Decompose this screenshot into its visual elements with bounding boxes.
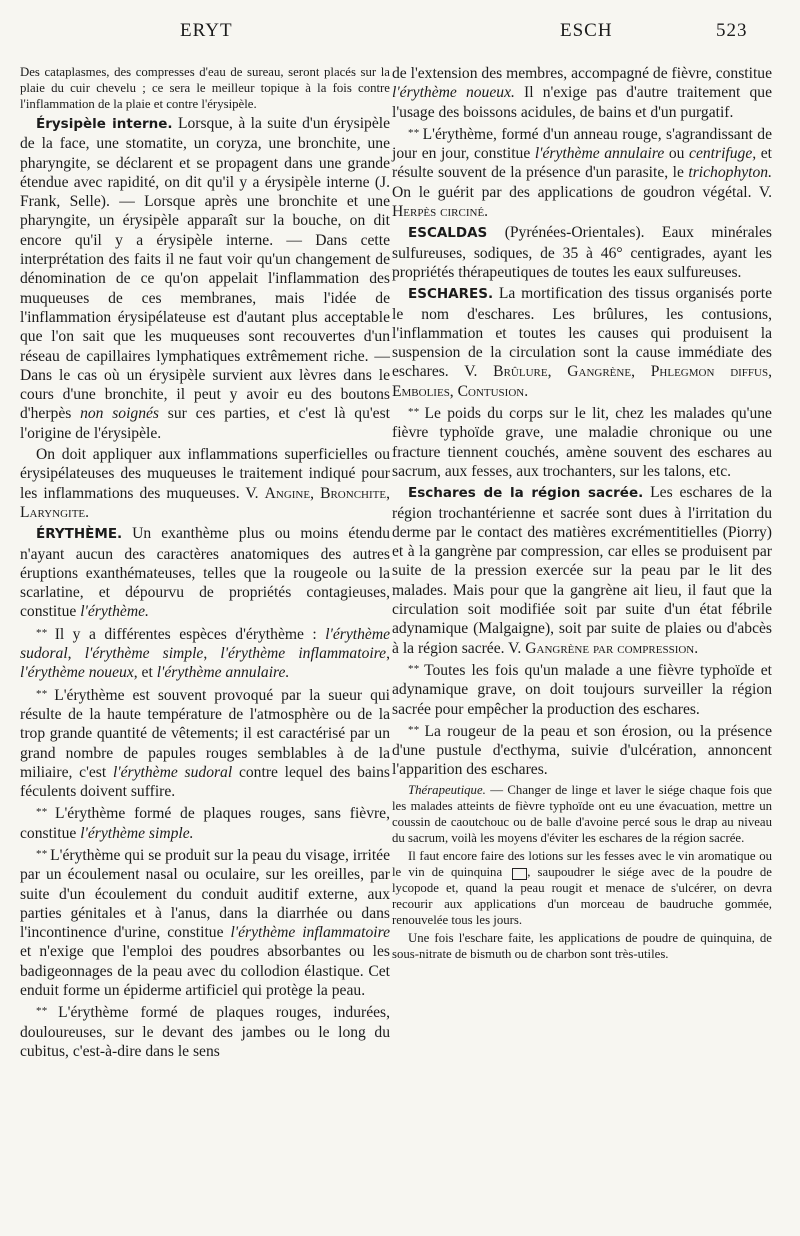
plaques-italic: l'érythème simple. xyxy=(80,824,194,842)
traitement-text: On doit appliquer aux inflammations superficielles ou érysipélateuses des muqueuses le traitement indiqué pour les inflammations des muqueuses. V. xyxy=(20,446,390,502)
asterism-icon: * * xyxy=(36,687,47,700)
poids-text: Le poids du corps sur le lit, chez les malades qu'une fièvre typhoïde grave, une maladie chronique ou une fracture tiennent couchés, amène souvent des eschares au sacrum, aux fesses, aux trochanters, sur les talons, etc. xyxy=(392,405,772,480)
anneau-italic-3: trichophyton. xyxy=(688,164,772,182)
final-paragraph: Une fois l'eschare faite, les applications de poudre de quinquina, de sous-nitrate de bismuth ou de charbon sont très-utiles. xyxy=(392,930,772,961)
toutes-text: Toutes les fois qu'un malade a une fièvre typhoïde et adynamique grave, on doit toujours surveiller la région sacrée pour empêcher la production des eschares. xyxy=(392,661,772,718)
erysipele-text: Lorsque, à la suite d'un érysipèle de la face, une stomatite, un coryza, une bronchite, une pharyngite, se déclarent et se propagent dans une grande étendue avec rapidité, on dit qu'il y a érysipèle interne (J. Frank, Selle). — Lorsque après une bronchite et une pharyngite, un érysipèle apparaît sur la bouche, on dit encore qu'il y a érysipèle interne. — Dans cette interprétation des faits il ne faut voir qu'un changement de dénomination de ce qu'on appelait l'inflammation des muqueuses de ces membranes, mais l'idée de l'inflammation érysipélateuse est d'autant plus acceptable que l'on sait que les muqueuses sont recouvertes d'un réseau de capillaires lymphatiques extrêmement riche. — Dans le cas où un érysipèle survient aux lèvres dans le cours d'une bronchite, il peut y avoir eu des boutons d'herpès xyxy=(20,115,390,423)
anneau-ref: Herpès circiné. xyxy=(392,203,489,221)
provoque-italic: l'érythème sudoral xyxy=(112,763,233,781)
visage-end: et n'exige que l'emploi des poudres absorbantes ou les badigeonnages de la peau avec du collodion élastique. Cet enduit forme un épiderme artificiel qui protège la peau. xyxy=(20,943,390,1000)
intro-paragraph: Des cataplasmes, des compresses d'eau de sureau, seront placés sur la plaie du cuir chevelu ; ce sera le meilleur topique à la fois contre l'inflammation de la plaie et contre l'érysipèle. xyxy=(20,65,390,111)
erytheme-definition-italic: l'érythème. xyxy=(80,603,149,621)
douloureuses-text: L'érythème formé de plaques rouges, indurées, douloureuses, sur le devant des jambes ou le long du cubitus, c'est-à-dire dans le sens xyxy=(20,1004,390,1060)
eschares-paragraph xyxy=(392,284,772,401)
cont-text: de l'extension des membres, accompagné de fièvre, constitue xyxy=(392,65,772,82)
erytheme-definition: Un exanthème plus ou moins étendu n'ayant aucun des caractères anatomiques des autres éruptions exanthémateuses, telles que la rougeole ou la scarlatine, et dépourvu de propriétés contagieuses, constitue xyxy=(20,525,390,621)
erytheme-heading: ÉRYTHÈME. xyxy=(36,526,123,543)
lotions-paragraph: Il faut encore faire des lotions sur les fesses avec le vin aromatique ou le vin de quinquina , saupoudrer le siége avec de la poudre de lycopode et, quand la peau rougit et menace de s'ulcérer, on devra recourir aux applications d'un morceau de baudruche gommée, renouvelée tous les jours. xyxy=(392,848,772,927)
provoque-end: contre lequel des bains féculents doivent suffire. xyxy=(20,763,390,801)
espece-annulaire: l'érythème annulaire. xyxy=(156,664,290,682)
erysipele-interne-heading: Érysipèle interne. xyxy=(36,116,173,132)
visage-text: L'érythème qui se produit sur la peau du visage, irritée par un écoulement nasal ou oculaire, sur les oreilles, par suite d'un écoulement du conduit auditif externe, aux parties génitales et à l'anus, dans la diarrhée ou dans l'incontinence d'urine, constitue xyxy=(20,846,390,942)
traitement-paragraph xyxy=(20,445,390,522)
sacree-ref: Gangrène par compression. xyxy=(525,639,699,657)
provoque-paragraph xyxy=(20,685,390,802)
left-column xyxy=(20,64,390,1063)
espece-inflammatoire: l'érythème inflammatoire xyxy=(220,645,387,663)
therapeutique-text: — Changer de linge et laver le siége chaque fois que les malades atteints de fièvre typhoïde ont eu une évacuation, mettre un coussin de caoutchouc ou de balle d'avoine percé sous le drap au niveau du sacrum, voilà les moyens d'éviter les eschares de la région sacrée. xyxy=(392,782,772,845)
running-head-right: ESCH xyxy=(560,20,613,41)
erytheme-paragraph xyxy=(20,524,390,621)
especes-paragraph: * * Il y a différentes espèces d'érythème : l'érythème sudoral, l'érythème simple, l'érythème inflammatoire, l'érythème noueux, et l'érythème annulaire. xyxy=(20,625,391,682)
anneau-mid: et résulte souvent de la présence d'un parasite, le xyxy=(392,145,772,182)
plaques-paragraph xyxy=(20,803,390,843)
eschares-refs: Brûlure, Gangrène, Phlegmon diffus, Embolies, Contusion. xyxy=(392,363,772,400)
erysipele-italic: non soignés xyxy=(80,405,160,423)
escaldas-paragraph xyxy=(392,223,772,282)
asterism-icon: * * xyxy=(408,662,419,675)
anneau-italic-1: l'érythème annulaire xyxy=(534,145,665,163)
running-head-left: ERYT xyxy=(180,20,233,41)
espece-noueux: l'érythème noueux xyxy=(20,664,134,682)
especes-text: Il y a différentes espèces d'érythème : xyxy=(54,625,317,643)
asterism-icon: * * xyxy=(408,406,419,419)
asterism-icon: * * xyxy=(408,723,419,736)
right-column xyxy=(392,64,772,964)
eschares-text: La mortification des tissus organisés porte le nom d'eschares. Les brûlures, les contusions, l'inflammation et toutes les causes qui produisent la suspension de la circulation sont la cause immédiate des eschares. V. xyxy=(392,285,772,381)
sacree-paragraph xyxy=(392,483,772,658)
sacree-heading: Eschares de la région sacrée. xyxy=(408,485,644,502)
asterism-icon: * * xyxy=(408,126,419,139)
escaldas-heading: ESCALDAS xyxy=(408,225,488,242)
espece-sudoral: l'érythème sudoral xyxy=(20,625,391,663)
plaques-text: L'érythème formé de plaques rouges, sans fièvre, constitue xyxy=(20,805,391,842)
toutes-paragraph xyxy=(392,660,772,719)
anneau-italic-2: centrifuge, xyxy=(689,145,757,163)
page-number: 523 xyxy=(716,20,748,41)
visage-paragraph xyxy=(20,845,390,1000)
rougeur-paragraph xyxy=(392,721,772,780)
rougeur-text: La rougeur de la peau et son érosion, ou la présence d'une pustule d'ecthyma, suivie d'ulcération, annoncent l'apparition des eschares. xyxy=(392,722,772,779)
lotions-text: Il faut encore faire des lotions sur les fesses avec le vin aromatique ou le vin de quinquina xyxy=(392,848,772,879)
escaldas-text: (Pyrénées-Orientales). Eaux minérales sulfureuses, sodiques, de 35 à 46° centigrades, ayant les propriétés thérapeutiques de toutes les eaux sulfureuses. xyxy=(392,224,772,281)
erysipele-interne-paragraph xyxy=(20,114,390,443)
douloureuses-paragraph xyxy=(20,1002,390,1061)
anneau-end: On le guérit par des applications de goudron végétal. V. xyxy=(392,183,772,201)
asterism-icon: * * xyxy=(36,847,47,860)
continuation-paragraph xyxy=(392,64,772,122)
lotions-end: saupoudrer le siége avec de la poudre de lycopode et, quand la peau rougit et menace de s'ulcérer, on devra recourir aux applications d'un morceau de baudruche gommée, renouvelée tous les jours. xyxy=(392,864,772,927)
anneau-text: L'érythème, formé d'un anneau rouge, s'agrandissant de jour en jour, constitue xyxy=(392,125,772,163)
espece-simple: l'érythème simple xyxy=(84,645,204,663)
cont-italic: l'érythème noueux. xyxy=(392,84,515,102)
poids-paragraph xyxy=(392,403,772,481)
therapeutique-paragraph xyxy=(392,782,772,846)
provoque-text: L'érythème est souvent provoqué par la sueur qui résulte de la haute température de l'atmosphère ou de la trop grande quantité de vêtements; il est caractérisé par un grand nombre de papules rouges semblables à de la miliaire, c'est xyxy=(20,686,390,781)
anneau-or: ou xyxy=(668,145,685,163)
visage-italic: l'érythème inflammatoire xyxy=(230,924,390,942)
therapeutique-label: Thérapeutique. xyxy=(408,782,486,797)
erysipele-end: sur ces parties, et c'est là qu'est l'origine de l'érysipèle. xyxy=(20,405,391,442)
eschares-heading: ESCHARES. xyxy=(408,286,494,303)
cont-end: Il n'exige pas d'autre traitement que l'usage des boissons acidules, de bains et d'un purgatif. xyxy=(392,84,772,121)
asterism-icon: * * xyxy=(36,1005,47,1018)
anneau-paragraph xyxy=(392,124,772,221)
formula-reference-icon xyxy=(512,868,527,880)
traitement-refs: Angine, Bronchite, Laryngite. xyxy=(20,484,390,521)
sacree-text: Les eschares de la région trochantérienne et sacrée sont dues à l'irritation du derme par le contact des matières excrémentitielles (Piorry) et à la gangrène par compression, car elles se produisent par suite de la pression exercée sur la peau par le lit des malades. Mais pour que la gangrène ait lieu, il faut que la circulation soit modifiée soit par suite d'un état fébrile adynamique (Malgaigne), soit par suite de plaies ou d'abcès à la région sacrée. V. xyxy=(392,484,772,657)
asterism-icon: * * xyxy=(36,806,47,819)
asterism-icon: * * xyxy=(36,626,47,639)
